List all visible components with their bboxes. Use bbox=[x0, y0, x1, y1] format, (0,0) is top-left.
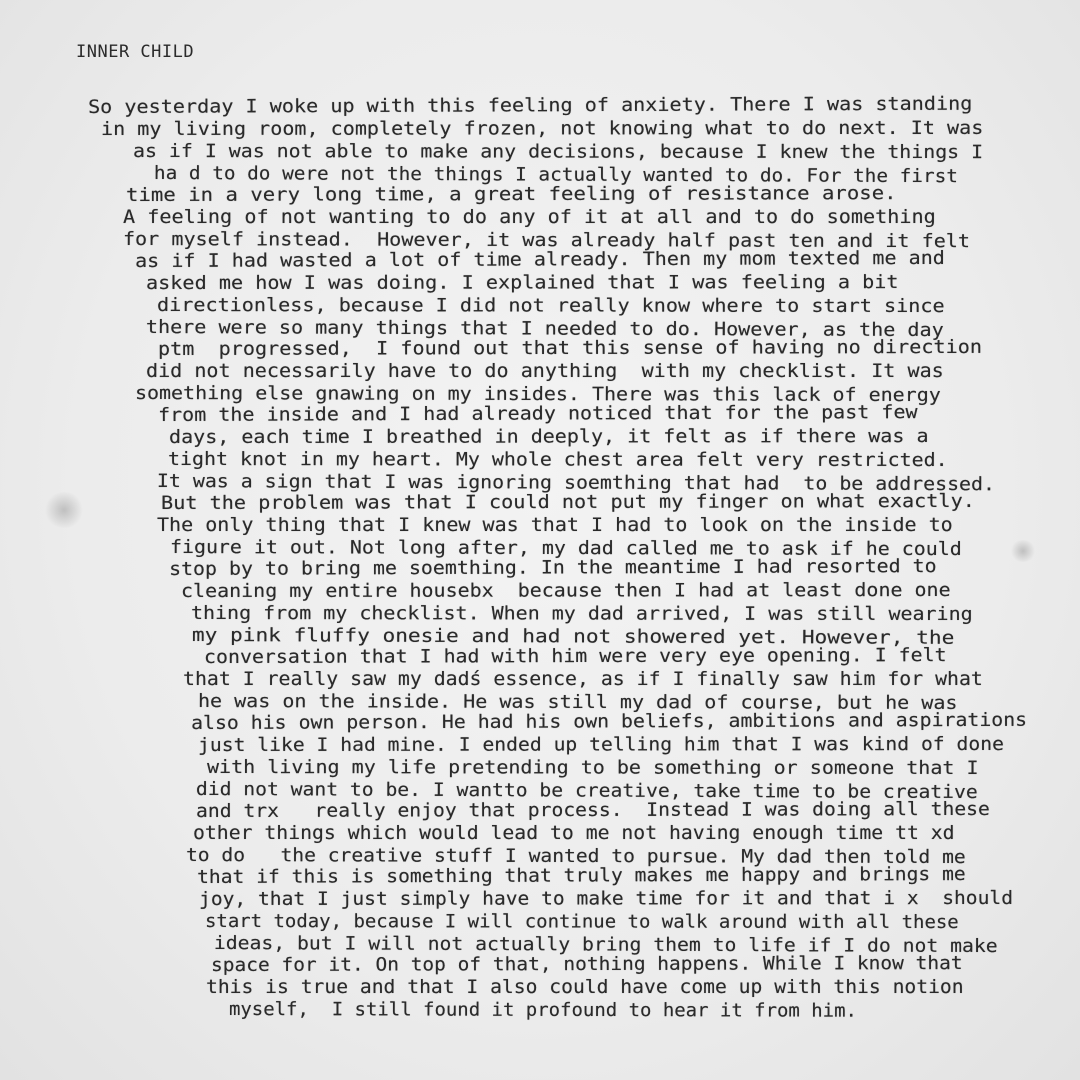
text-line: this is true and that I also could have come up with this notion bbox=[206, 977, 964, 998]
text-line: stop by to bring me soemthing. In the meantime I had resorted to bbox=[169, 556, 937, 580]
ink-smudge bbox=[1010, 540, 1036, 562]
text-line: thing from my checklist. When my dad arrived, I was still wearing bbox=[190, 603, 973, 626]
text-line: time in a very long time, a great feeling of resistance arose. bbox=[126, 183, 897, 206]
text-line: It was a sign that I was ignoring soemthing that had to be addressed. bbox=[156, 471, 996, 496]
text-line: other things which would lead to me not having enough time tt xd bbox=[193, 823, 955, 844]
text-line: directionless, because I did not really know where to start since bbox=[156, 295, 945, 318]
text-line: from the inside and I had already noticed that for the past few bbox=[158, 402, 918, 426]
text-line: with living my life pretending to be something or someone that I bbox=[206, 757, 979, 779]
text-line: A feeling of not wanting to do any of it at all and to do something bbox=[123, 207, 936, 228]
text-line: as if I had wasted a lot of time already. Then my mom texted me and bbox=[135, 247, 945, 272]
text-line: ideas, but I will not actually bring them to life if I do not make bbox=[213, 933, 998, 958]
text-line: joy, that I just simply have to make time for it and that i x should bbox=[199, 887, 1014, 910]
text-line: tight knot in my heart. My whole chest area felt very restricted. bbox=[167, 449, 948, 472]
text-line: in my living room, completely frozen, not knowing what to do next. It was bbox=[101, 117, 984, 140]
text-line: myself, I still found it profound to hear it from him. bbox=[228, 999, 857, 1022]
text-line: start today, because I will continue to walk around with all these bbox=[204, 911, 959, 934]
text-line: just like I had mine. I ended up telling him that I was kind of done bbox=[198, 733, 1004, 756]
text-line: figure it out. Not long after, my dad called me to ask if he could bbox=[169, 537, 962, 561]
ink-smudge bbox=[44, 492, 84, 528]
text-line: there were so many things that I needed to do. However, as the day bbox=[145, 317, 944, 342]
text-line: my pink fluffy onesie and had not showered yet. However, the bbox=[191, 625, 955, 649]
text-line: also his own person. He had his own beliefs, ambitions and aspirations bbox=[191, 709, 1028, 734]
text-line: he was on the inside. He was still my dad of course, but he was bbox=[197, 691, 958, 714]
text-line: The only thing that I knew was that I had to look on the inside to bbox=[157, 515, 953, 536]
text-line: did not want to be. I wantto be creative, take time to be creative bbox=[195, 779, 978, 804]
text-line: to do the creative stuff I wanted to pursue. My dad then told me bbox=[185, 845, 966, 869]
text-line: ha d to do were not the things I actually wanted to do. For the first bbox=[153, 163, 958, 188]
text-line: that if this is something that truly makes me happy and brings me bbox=[197, 863, 966, 888]
text-line: that I really saw my dadś essence, as if I finally saw him for what bbox=[183, 669, 983, 690]
text-line: ptm progressed, I found out that this sense of having no direction bbox=[158, 336, 982, 360]
text-line: did not necessarily have to do anything with my checklist. It was bbox=[146, 361, 944, 382]
text-line: for myself instead. However, it was already half past ten and it felt bbox=[122, 229, 971, 253]
text-line: asked me how I was doing. I explained that I was feeling a bit bbox=[146, 272, 899, 294]
text-line: conversation that I had with him were very eye opening. I felt bbox=[204, 645, 947, 668]
text-line: and trx really enjoy that process. Instead I was doing all these bbox=[196, 798, 990, 822]
text-line: days, each time I breathed in deeply, it felt as if there was a bbox=[169, 426, 929, 448]
text-line: space for it. On top of that, nothing happens. While I know that bbox=[211, 953, 963, 976]
text-line: cleaning my entire housebx because then I had at least done one bbox=[181, 580, 951, 602]
text-line: So yesterday I woke up with this feeling of anxiety. There I was standing bbox=[88, 93, 973, 118]
text-line: But the problem was that I could not put my finger on what exactly. bbox=[161, 490, 975, 514]
text-line: something else gnawing on my insides. There was this lack of energy bbox=[134, 383, 941, 407]
text-line: as if I was not able to make any decisions, because I knew the things I bbox=[132, 141, 984, 164]
document-title: INNER CHILD bbox=[76, 42, 195, 62]
